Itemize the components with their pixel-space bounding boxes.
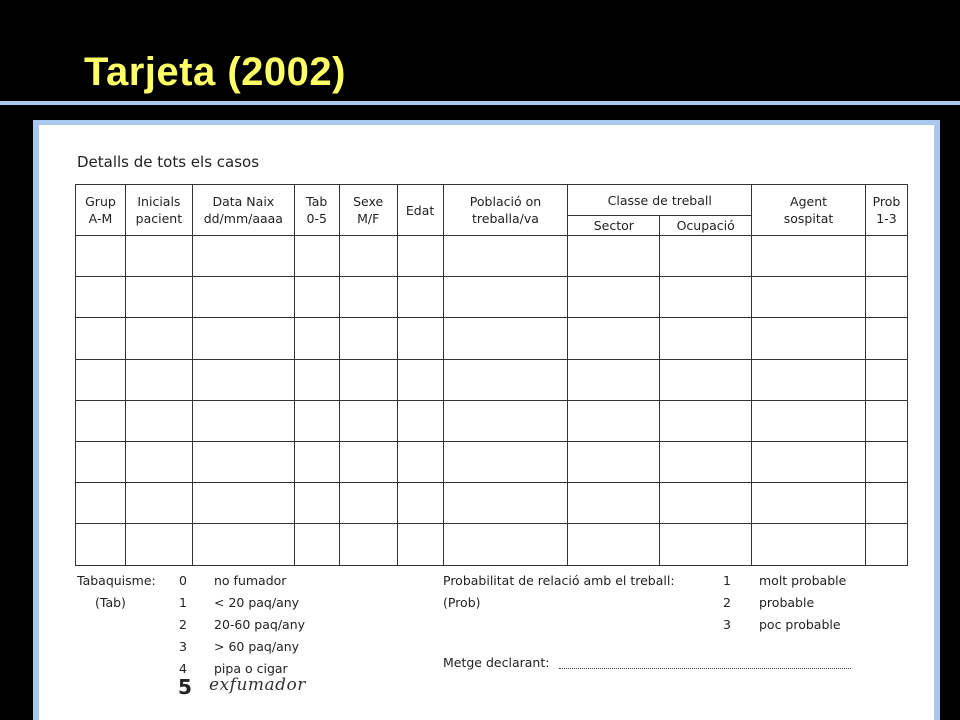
title-divider (0, 101, 960, 105)
case-cell (125, 400, 192, 441)
case-cell (568, 359, 660, 400)
tab-text: no fumador (214, 573, 287, 588)
case-cell (192, 318, 294, 359)
handwritten-note: exfumador (209, 675, 306, 695)
case-cell (752, 441, 866, 482)
case-cell (125, 236, 192, 277)
case-cell (339, 318, 397, 359)
case-cell (294, 441, 339, 482)
case-cell (397, 236, 443, 277)
case-cell (568, 483, 660, 524)
form-heading: Detalls de tots els casos (77, 153, 260, 171)
case-cell (443, 400, 568, 441)
case-cell (865, 441, 907, 482)
case-cell (339, 441, 397, 482)
case-cell (76, 318, 126, 359)
case-cell (443, 524, 568, 565)
probabilitat-label: Probabilitat de relació amb el treball: (443, 573, 675, 588)
case-cell (865, 318, 907, 359)
handwritten-code: 5 (178, 675, 192, 699)
case-cell (339, 400, 397, 441)
form-document (39, 125, 934, 720)
case-cell (125, 277, 192, 318)
case-cell (568, 524, 660, 565)
case-cell (76, 359, 126, 400)
tab-code: 4 (179, 661, 187, 676)
case-cell (397, 277, 443, 318)
case-cell (865, 236, 907, 277)
case-cell (294, 359, 339, 400)
col-header-prob: Prob 1-3 (865, 185, 907, 236)
case-cell (339, 483, 397, 524)
case-cell (568, 318, 660, 359)
case-cell (443, 318, 568, 359)
cases-table (75, 184, 908, 566)
case-row (76, 277, 908, 318)
case-cell (568, 236, 660, 277)
case-cell (568, 277, 660, 318)
case-cell (76, 483, 126, 524)
case-cell (752, 359, 866, 400)
case-row (76, 524, 908, 565)
case-cell (294, 400, 339, 441)
case-cell (752, 277, 866, 318)
case-cell (397, 483, 443, 524)
case-cell (660, 359, 752, 400)
tab-text: pipa o cigar (214, 661, 288, 676)
metge-label: Metge declarant: (443, 655, 550, 670)
case-cell (294, 277, 339, 318)
case-cell (339, 524, 397, 565)
case-row (76, 400, 908, 441)
case-cell (192, 236, 294, 277)
case-cell (752, 524, 866, 565)
prob-text: molt probable (759, 573, 847, 588)
prob-text: probable (759, 595, 815, 610)
case-cell (397, 441, 443, 482)
case-cell (192, 483, 294, 524)
case-cell (660, 400, 752, 441)
case-cell (865, 359, 907, 400)
case-cell (660, 318, 752, 359)
tab-code: 2 (179, 617, 187, 632)
case-row (76, 359, 908, 400)
case-row (76, 318, 908, 359)
case-cell (192, 359, 294, 400)
col-header-poblacio: Població on treballa/va (443, 185, 568, 236)
case-cell (397, 318, 443, 359)
case-cell (443, 277, 568, 318)
case-cell (294, 483, 339, 524)
col-header-data-naix: Data Naix dd/mm/aaaa (192, 185, 294, 236)
case-cell (125, 441, 192, 482)
tab-text: > 60 paq/any (214, 639, 300, 654)
slide-title: Tarjeta (2002) (84, 50, 346, 94)
tabaquisme-sublabel: (Tab) (95, 595, 126, 610)
case-cell (76, 236, 126, 277)
prob-code: 1 (723, 573, 731, 588)
col-header-grup: Grup A-M (76, 185, 126, 236)
case-cell (660, 483, 752, 524)
case-cell (192, 524, 294, 565)
tab-code: 1 (179, 595, 187, 610)
document-frame (33, 120, 940, 720)
case-cell (76, 441, 126, 482)
case-row (76, 441, 908, 482)
case-cell (339, 359, 397, 400)
case-cell (339, 277, 397, 318)
case-cell (76, 277, 126, 318)
col-header-edat: Edat (397, 185, 443, 236)
case-cell (865, 277, 907, 318)
metge-signature-line (559, 668, 851, 669)
case-cell (660, 236, 752, 277)
case-cell (568, 441, 660, 482)
tab-text: 20-60 paq/any (214, 617, 306, 632)
case-cell (192, 441, 294, 482)
tabaquisme-label: Tabaquisme: (77, 573, 156, 588)
case-cell (294, 236, 339, 277)
case-cell (752, 483, 866, 524)
case-cell (660, 441, 752, 482)
col-header-classe-treball: Classe de treball (568, 185, 752, 216)
case-row (76, 483, 908, 524)
case-cell (76, 524, 126, 565)
prob-text: poc probable (759, 617, 841, 632)
case-cell (443, 236, 568, 277)
case-cell (125, 483, 192, 524)
tab-code: 3 (179, 639, 187, 654)
tab-text: < 20 paq/any (214, 595, 300, 610)
case-cell (294, 524, 339, 565)
case-cell (443, 441, 568, 482)
col-header-ocupacio: Ocupació (660, 216, 752, 236)
col-header-sexe: Sexe M/F (339, 185, 397, 236)
case-cell (397, 400, 443, 441)
tab-code: 0 (179, 573, 187, 588)
case-cell (443, 359, 568, 400)
case-cell (443, 483, 568, 524)
probabilitat-sublabel: (Prob) (443, 595, 481, 610)
case-cell (865, 400, 907, 441)
col-header-sector: Sector (568, 216, 660, 236)
case-row (76, 236, 908, 277)
case-cell (192, 400, 294, 441)
col-header-tab: Tab 0-5 (294, 185, 339, 236)
case-cell (752, 400, 866, 441)
case-cell (660, 524, 752, 565)
col-header-agent: Agent sospitat (752, 185, 866, 236)
case-cell (76, 400, 126, 441)
case-cell (397, 359, 443, 400)
case-cell (865, 524, 907, 565)
case-cell (752, 236, 866, 277)
case-cell (752, 318, 866, 359)
case-cell (865, 483, 907, 524)
case-cell (125, 524, 192, 565)
case-cell (125, 359, 192, 400)
case-cell (294, 318, 339, 359)
prob-code: 2 (723, 595, 731, 610)
case-cell (339, 236, 397, 277)
col-header-inicials: Inicials pacient (125, 185, 192, 236)
case-cell (192, 277, 294, 318)
case-cell (125, 318, 192, 359)
case-cell (397, 524, 443, 565)
prob-code: 3 (723, 617, 731, 632)
case-cell (568, 400, 660, 441)
case-cell (660, 277, 752, 318)
